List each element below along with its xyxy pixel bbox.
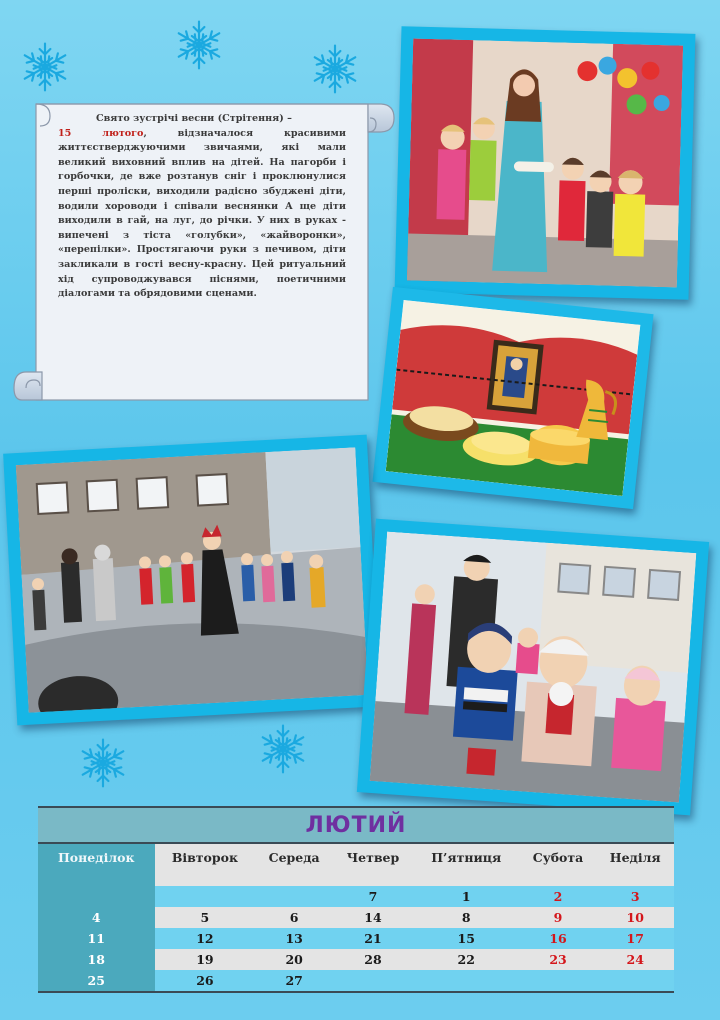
calendar-day-cell: 9 (520, 907, 597, 928)
weekday-header: Неділя (596, 844, 674, 886)
calendar-day-cell: 5 (155, 907, 256, 928)
calendar-bottom-border (38, 991, 674, 993)
weekday-header: Понеділок (38, 844, 155, 886)
calendar-day-cell: 13 (255, 928, 333, 949)
snowflake-icon (76, 736, 130, 790)
article-text (58, 112, 346, 398)
calendar-day-cell: 26 (155, 970, 256, 991)
calendar-day-cell: 3 (596, 886, 674, 907)
calendar-week-row (38, 886, 674, 907)
calendar-day-cell: 24 (596, 949, 674, 970)
weekday-header: Середа (255, 844, 333, 886)
calendar-day-cell: 15 (413, 928, 520, 949)
calendar-day-cell: 20 (255, 949, 333, 970)
snowflake-icon (256, 722, 310, 776)
calendar-day-cell: 18 (38, 949, 155, 970)
ukrainian-food-illustration (372, 287, 653, 509)
calendar-day-cell: 17 (596, 928, 674, 949)
calendar-week-row (38, 928, 674, 949)
calendar-day-cell (155, 886, 256, 907)
weekday-header: П’ятниця (413, 844, 520, 886)
calendar-day-cell: 22 (413, 949, 520, 970)
calendar-day-cell: 1 (413, 886, 520, 907)
calendar-day-cell: 10 (596, 907, 674, 928)
calendar-day-cell: 8 (413, 907, 520, 928)
snowflake-icon (308, 42, 362, 96)
calendar-week-row (38, 949, 674, 970)
calendar-week-row (38, 907, 674, 928)
kindergarten-celebration-photo (395, 26, 696, 300)
article-body: , відзначалося красивими життєстверджуючими звичаями, які мали великий виховний вплив на дітей. На пагорби і горбочки, де вже розтанув сніг і проклюнулися перші проліски, виходили радісно збуджені діти, водили хороводи і співали веснянки А ще діти виходили в гай, на луг, до річки. У них в руках - випечені з тіста «голубки», «жайворонки», «перепілки». Простягаючи руки з печивом, діти закликали в гості весну-красну. Цей ритуальний хід супроводжувався піснями, поетичними діалогами та обрядовими сценами. (58, 127, 346, 300)
calendar-day-cell: 14 (333, 907, 413, 928)
calendar-day-cell: 28 (333, 949, 413, 970)
calendar-day-cell (38, 886, 155, 907)
snowflake-icon (18, 40, 72, 94)
calendar-day-cell: 21 (333, 928, 413, 949)
calendar-day-cell: 6 (255, 907, 333, 928)
calendar-day-cell (520, 970, 597, 991)
calendar-month-title: ЛЮТИЙ (38, 806, 674, 844)
weekday-header: Вівторок (155, 844, 256, 886)
article-scroll (10, 92, 396, 412)
calendar-day-cell: 25 (38, 970, 155, 991)
calendar-day-cell (255, 886, 333, 907)
calendar-day-cell: 27 (255, 970, 333, 991)
calendar-day-cell: 2 (520, 886, 597, 907)
calendar-table (38, 844, 674, 991)
calendar-day-cell: 16 (520, 928, 597, 949)
calendar-day-cell (596, 970, 674, 991)
calendar-day-cell: 11 (38, 928, 155, 949)
children-in-snow-photo (357, 519, 709, 816)
outdoor-winter-dance-photo (3, 435, 381, 726)
weekday-header: Четвер (333, 844, 413, 886)
calendar-day-cell (413, 970, 520, 991)
article-date: 15 лютого (58, 127, 144, 139)
snowflake-icon (172, 18, 226, 72)
calendar-day-cell: 7 (333, 886, 413, 907)
calendar-day-cell (333, 970, 413, 991)
calendar-day-cell: 4 (38, 907, 155, 928)
article-heading: Свято зустрічі весни (Стрітення) – (96, 113, 292, 124)
calendar-week-row (38, 970, 674, 991)
calendar-day-cell: 12 (155, 928, 256, 949)
weekday-header: Субота (520, 844, 597, 886)
calendar-day-cell: 23 (520, 949, 597, 970)
calendar-day-cell: 19 (155, 949, 256, 970)
february-calendar (38, 806, 674, 993)
